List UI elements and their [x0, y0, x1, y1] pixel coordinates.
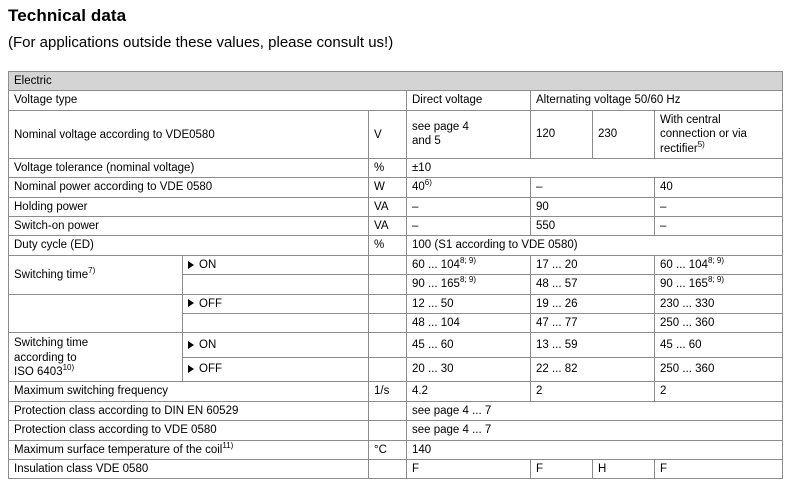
row-unit-switch-on-power: VA	[369, 217, 407, 236]
table-section-header-row	[9, 72, 783, 91]
technical-data-table	[8, 71, 783, 479]
arrow-right-icon	[188, 341, 194, 349]
row-label-switching-time: Switching time$^{7)}$	[9, 255, 183, 294]
cell-holding-power-dc: –	[407, 197, 531, 216]
cell-switching-off-95-ac-mid: 47 ... 77	[531, 313, 655, 332]
header-voltage-type: Voltage type	[9, 91, 407, 110]
table-row	[9, 158, 783, 177]
cell-insulation-class-ac-other: F	[655, 459, 783, 478]
cell-max-switching-frequency-ac-other: 2	[655, 382, 783, 401]
arrow-right-icon	[188, 365, 194, 373]
cell-insulation-class-ac120: F	[531, 459, 593, 478]
table-row	[9, 255, 783, 274]
table-row	[9, 421, 783, 440]
table-header-row	[9, 91, 783, 110]
cell-switching-off-95-dc: 48 ... 104	[407, 313, 531, 332]
cell-switching-off-5-ac-mid: 19 ... 26	[531, 294, 655, 313]
cell-nominal-power-ac-mid: –	[531, 178, 655, 197]
arrow-right-icon	[188, 261, 194, 269]
cell-max-switching-frequency-ac-mid: 2	[531, 382, 655, 401]
cell-insulation-class-ac230: H	[593, 459, 655, 478]
row-unit-holding-power: VA	[369, 197, 407, 216]
header-alternating-voltage: Alternating voltage 50/60 Hz	[531, 91, 783, 110]
cell-holding-power-ac-mid: 90	[531, 197, 655, 216]
cell-nominal-power-ac-other: 40	[655, 178, 783, 197]
row-mode-off: OFF	[183, 294, 369, 313]
cell-nominal-voltage-ac-other: With central connection or via rectifier$^{5)}$	[655, 110, 783, 158]
cell-nominal-voltage-ac120: 120	[531, 110, 593, 158]
cell-iso-off-ac-other: 250 ... 360	[655, 357, 783, 382]
cell-max-switching-frequency-dc: 4.2	[407, 382, 531, 401]
row-unit-protection-class-din	[369, 401, 407, 420]
row-unit-max-surface-temperature: °C	[369, 440, 407, 459]
table-row	[9, 178, 783, 197]
cell-nominal-voltage-dc: see page 4 and 5	[407, 110, 531, 158]
cell-protection-class-vde-value: see page 4 ... 7	[407, 421, 783, 440]
row-label-voltage-tolerance: Voltage tolerance (nominal voltage)	[9, 158, 369, 177]
row-unit-duty-cycle: %	[369, 236, 407, 255]
row-label-switching-time-iso: Switching time according to ISO 6403$^{10)}$	[9, 333, 183, 382]
table-row	[9, 197, 783, 216]
page-title: Technical data	[8, 6, 127, 25]
row-unit-max-switching-frequency: 1/s	[369, 382, 407, 401]
cell-protection-class-din-value: see page 4 ... 7	[407, 401, 783, 420]
section-header-electric: Electric	[9, 72, 783, 91]
table-row	[9, 440, 783, 459]
row-unit-nominal-power: W	[369, 178, 407, 197]
cell-nominal-voltage-ac230: 230	[593, 110, 655, 158]
row-unit-insulation-class	[369, 459, 407, 478]
row-unit-nominal-voltage: V	[369, 110, 407, 158]
cell-iso-on-ac-mid: 13 ... 59	[531, 333, 655, 358]
cell-switching-off-5-ac-other: 230 ... 330	[655, 294, 783, 313]
cell-switching-on-5-ac-mid: 17 ... 20	[531, 255, 655, 274]
row-label-switch-on-power: Switch-on power	[9, 217, 369, 236]
cell-max-surface-temperature-value: 140	[407, 440, 783, 459]
row-mode-off-iso: OFF	[183, 357, 369, 382]
row-unit-voltage-tolerance: %	[369, 158, 407, 177]
cell-switching-on-5-ac-other: 60 ... 104$^{8; 9)}$	[655, 255, 783, 274]
header-direct-voltage: Direct voltage	[407, 91, 531, 110]
table-row	[9, 236, 783, 255]
technical-data-page	[0, 6, 790, 480]
cell-switching-off-5-dc: 12 ... 50	[407, 294, 531, 313]
cell-iso-off-ac-mid: 22 ... 82	[531, 357, 655, 382]
table-row	[9, 110, 783, 158]
cell-switch-on-power-ac-other: –	[655, 217, 783, 236]
row-label-nominal-voltage: Nominal voltage according to VDE0580	[9, 110, 369, 158]
table-row	[9, 459, 783, 478]
table-row	[9, 217, 783, 236]
row-label-holding-power: Holding power	[9, 197, 369, 216]
cell-switching-on-95-ac-other: 90 ... 165$^{8; 9)}$	[655, 275, 783, 294]
table-row	[9, 401, 783, 420]
row-mode-on-iso: ON	[183, 333, 369, 358]
cell-voltage-tolerance-value: ±10	[407, 158, 783, 177]
cell-switch-on-power-dc: –	[407, 217, 531, 236]
row-label-protection-class-din: Protection class according to DIN EN 60529	[9, 401, 369, 420]
cell-holding-power-ac-other: –	[655, 197, 783, 216]
table-row	[9, 294, 783, 313]
table-row	[9, 382, 783, 401]
cell-insulation-class-dc: F	[407, 459, 531, 478]
row-label-duty-cycle: Duty cycle (ED)	[9, 236, 369, 255]
cell-nominal-power-dc: 40$^{6)}$	[407, 178, 531, 197]
cell-switch-on-power-ac-mid: 550	[531, 217, 655, 236]
cell-duty-cycle-value: 100 (S1 according to VDE 0580)	[407, 236, 783, 255]
cell-iso-on-dc: 45 ... 60	[407, 333, 531, 358]
cell-iso-off-dc: 20 ... 30	[407, 357, 531, 382]
row-unit-protection-class-vde	[369, 421, 407, 440]
row-label-protection-class-vde: Protection class according to VDE 0580	[9, 421, 369, 440]
row-label-max-surface-temperature: Maximum surface temperature of the coil$^{11)}$	[9, 440, 369, 459]
cell-iso-on-ac-other: 45 ... 60	[655, 333, 783, 358]
row-label-nominal-power: Nominal power according to VDE 0580	[9, 178, 369, 197]
page-subtitle: (For applications outside these values, please consult us!)	[8, 34, 394, 51]
arrow-right-icon	[188, 299, 194, 307]
cell-switching-on-95-ac-mid: 48 ... 57	[531, 275, 655, 294]
cell-switching-on-5-dc: 60 ... 104$^{8; 9)}$	[407, 255, 531, 274]
table-row	[9, 333, 783, 358]
row-label-insulation-class: Insulation class VDE 0580	[9, 459, 369, 478]
cell-switching-off-95-ac-other: 250 ... 360	[655, 313, 783, 332]
cell-switching-on-95-dc: 90 ... 165$^{8; 9)}$	[407, 275, 531, 294]
row-label-max-switching-frequency: Maximum switching frequency	[9, 382, 369, 401]
row-mode-on: ON	[183, 255, 369, 274]
